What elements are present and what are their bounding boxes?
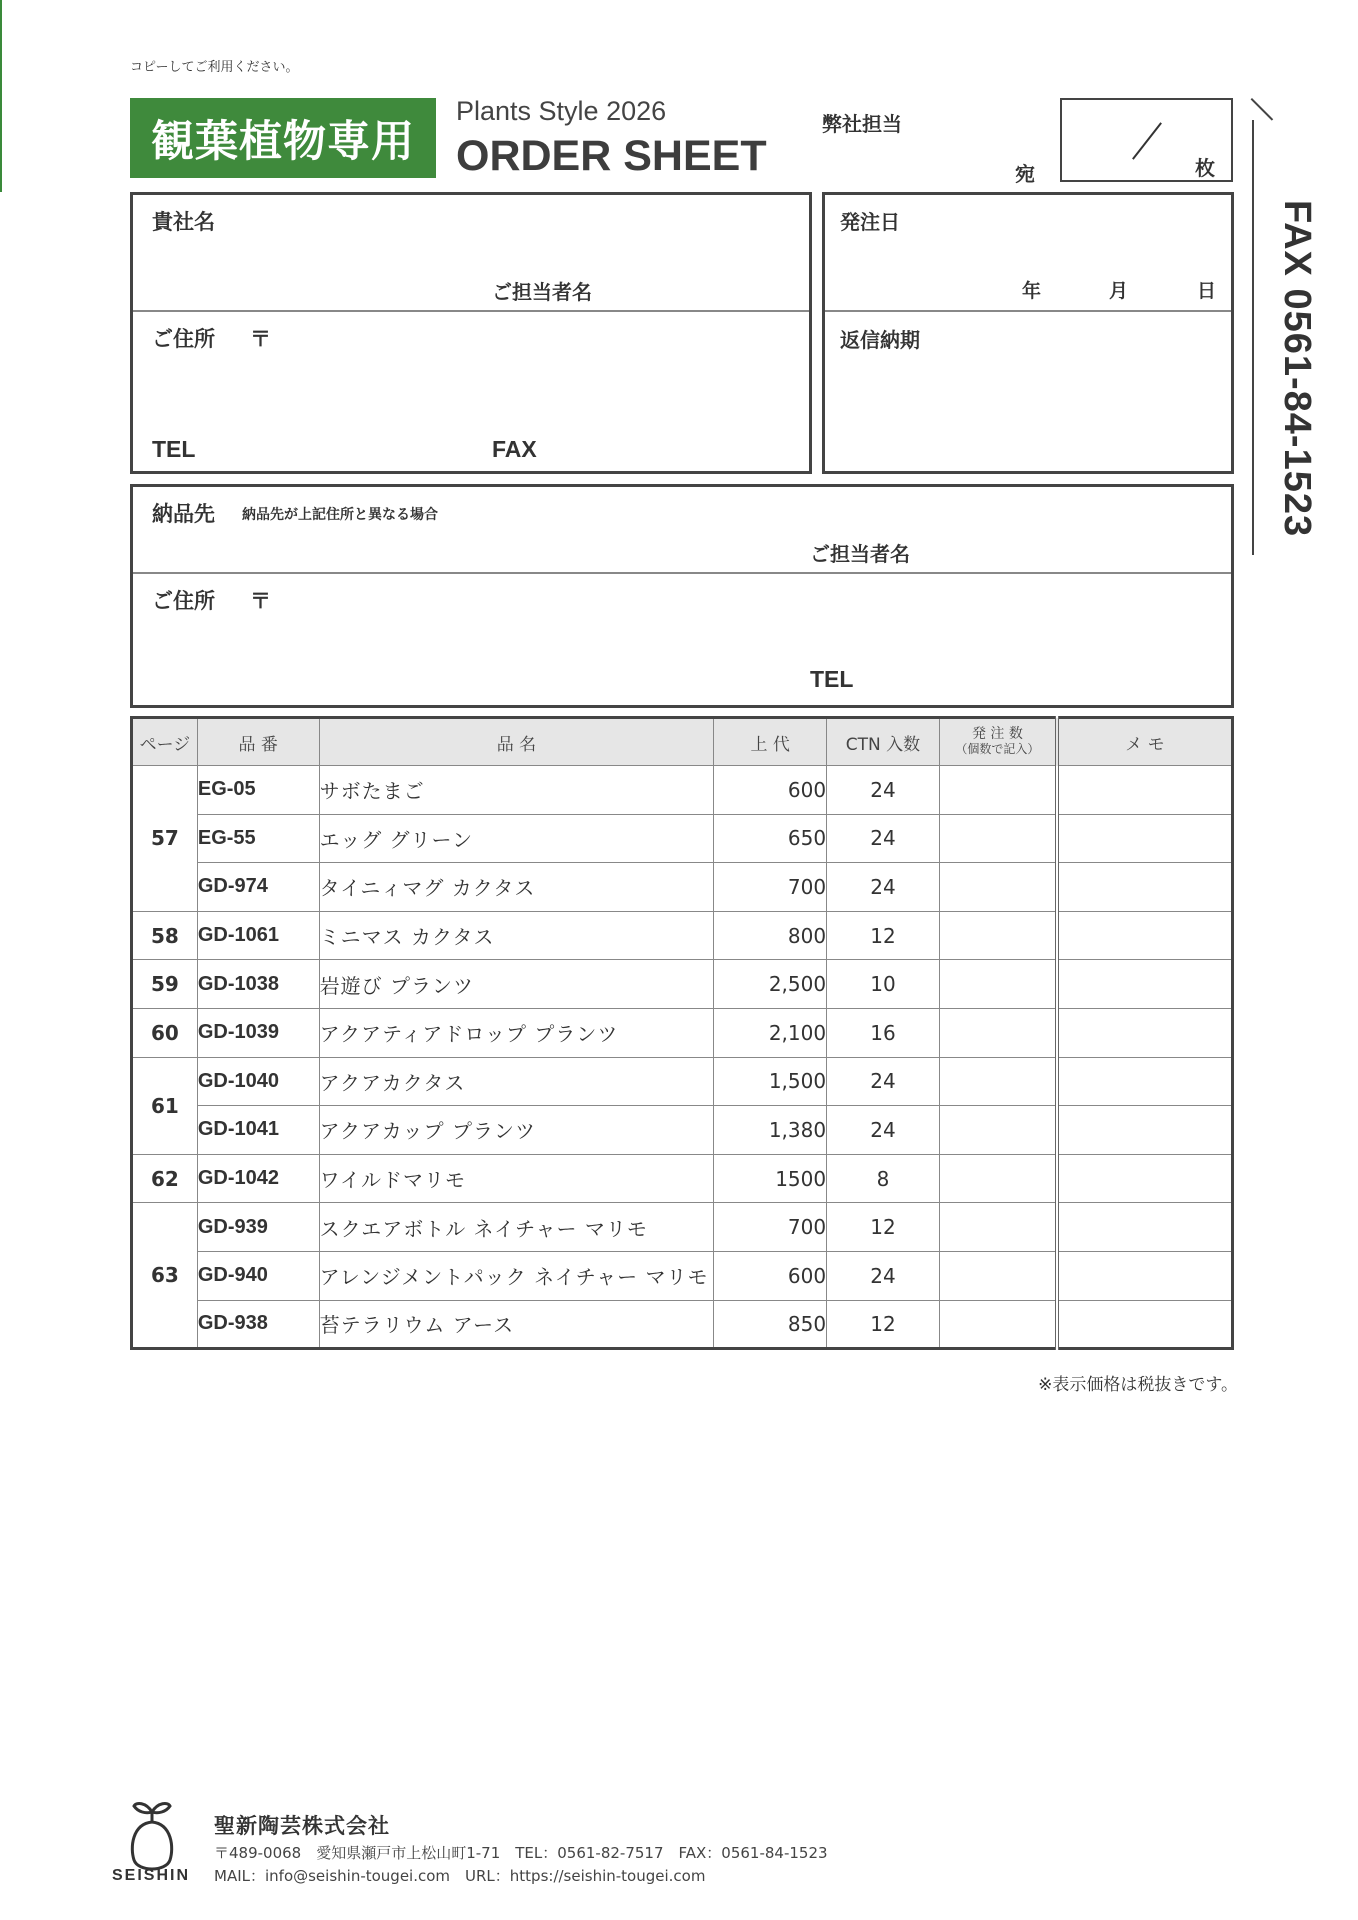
table-row xyxy=(132,863,1233,912)
header-code: 品 番 xyxy=(197,718,319,766)
code-cell: GD-1061 xyxy=(197,911,319,960)
quantity-cell[interactable] xyxy=(939,1154,1057,1203)
price-cell: 2,500 xyxy=(714,960,827,1009)
ctn-cell: 12 xyxy=(827,911,940,960)
reply-deadline-label: 返信納期 xyxy=(840,328,920,352)
delivery-contact-label: ご担当者名 xyxy=(810,542,910,566)
customer-address-label: ご住所 xyxy=(152,327,215,351)
table-row xyxy=(132,911,1233,960)
quantity-cell[interactable] xyxy=(939,960,1057,1009)
ctn-cell: 24 xyxy=(827,863,940,912)
price-cell: 800 xyxy=(714,911,827,960)
fax-rule xyxy=(1252,120,1254,555)
code-cell: GD-1038 xyxy=(197,960,319,1009)
name-cell: アクアカクタス xyxy=(319,1057,714,1106)
table-row xyxy=(132,1057,1233,1106)
price-cell: 700 xyxy=(714,1203,827,1252)
page-cell: 60 xyxy=(132,1008,198,1057)
company-contact: MAIL：info@seishin-tougei.com URL：https://seishin-tougei.com xyxy=(214,1867,706,1885)
ctn-cell: 24 xyxy=(827,1106,940,1155)
memo-cell[interactable] xyxy=(1057,1008,1233,1057)
ctn-cell: 24 xyxy=(827,1057,940,1106)
header-name: 品 名 xyxy=(319,718,714,766)
name-cell: 苔テラリウム アース xyxy=(319,1300,714,1349)
name-cell: タイニィマグ カクタス xyxy=(319,863,714,912)
quantity-cell[interactable] xyxy=(939,814,1057,863)
table-row xyxy=(132,814,1233,863)
ctn-cell: 12 xyxy=(827,1203,940,1252)
category-title: 観葉植物専用 xyxy=(130,98,436,178)
ctn-cell: 24 xyxy=(827,1251,940,1300)
customer-divider xyxy=(133,310,809,312)
header-quantity-note: （個数で記入） xyxy=(955,742,1040,756)
quantity-cell[interactable] xyxy=(939,1300,1057,1349)
table-row xyxy=(132,1203,1233,1252)
page-cell: 61 xyxy=(132,1057,198,1154)
price-cell: 600 xyxy=(714,766,827,815)
price-cell: 700 xyxy=(714,863,827,912)
code-cell: GD-1041 xyxy=(197,1106,319,1155)
code-cell: GD-940 xyxy=(197,1251,319,1300)
fax-number: FAX 0561-84-1523 xyxy=(1276,200,1318,538)
quantity-cell[interactable] xyxy=(939,863,1057,912)
price-cell: 650 xyxy=(714,814,827,863)
price-cell: 1500 xyxy=(714,1154,827,1203)
table-row xyxy=(132,1251,1233,1300)
delivery-address-label: ご住所 xyxy=(152,589,215,613)
code-cell: GD-939 xyxy=(197,1203,319,1252)
quantity-cell[interactable] xyxy=(939,766,1057,815)
memo-cell[interactable] xyxy=(1057,766,1233,815)
price-cell: 2,100 xyxy=(714,1008,827,1057)
ctn-cell: 24 xyxy=(827,766,940,815)
page-cell: 58 xyxy=(132,911,198,960)
memo-cell[interactable] xyxy=(1057,863,1233,912)
name-cell: 岩遊び プランツ xyxy=(319,960,714,1009)
table-row xyxy=(132,1106,1233,1155)
name-cell: サボたまご xyxy=(319,766,714,815)
name-cell: アクアティアドロップ プランツ xyxy=(319,1008,714,1057)
price-cell: 600 xyxy=(714,1251,827,1300)
table-row xyxy=(132,1300,1233,1349)
memo-cell[interactable] xyxy=(1057,1154,1233,1203)
table-row xyxy=(132,1154,1233,1203)
memo-cell[interactable] xyxy=(1057,1300,1233,1349)
staff-label: 弊社担当 xyxy=(822,112,902,136)
header-memo: メ モ xyxy=(1057,718,1233,766)
ctn-cell: 8 xyxy=(827,1154,940,1203)
customer-box xyxy=(130,192,812,474)
order-date-year: 年 xyxy=(1022,280,1042,302)
code-cell: GD-974 xyxy=(197,863,319,912)
customer-postal-mark: 〒 xyxy=(250,327,271,351)
delivery-divider xyxy=(133,572,1231,574)
header-page: ページ xyxy=(132,718,198,766)
quantity-cell[interactable] xyxy=(939,1251,1057,1300)
quantity-cell[interactable] xyxy=(939,1057,1057,1106)
name-cell: エッグ グリーン xyxy=(319,814,714,863)
company-label: 貴社名 xyxy=(152,210,215,234)
code-cell: GD-1039 xyxy=(197,1008,319,1057)
memo-cell[interactable] xyxy=(1057,1203,1233,1252)
memo-cell[interactable] xyxy=(1057,911,1233,960)
code-cell: GD-1040 xyxy=(197,1057,319,1106)
ctn-cell: 10 xyxy=(827,960,940,1009)
delivery-label: 納品先 xyxy=(152,502,215,526)
brand-wordmark: SEISHIN xyxy=(112,1867,191,1884)
code-cell: EG-05 xyxy=(197,766,319,815)
tax-note: ※表示価格は税抜きです。 xyxy=(1038,1375,1238,1395)
left-edge-rule xyxy=(0,0,2,192)
name-cell: スクエアボトル ネイチャー マリモ xyxy=(319,1203,714,1252)
order-date-month: 月 xyxy=(1109,280,1129,302)
page-count-box[interactable] xyxy=(1060,98,1233,182)
page-count-slash xyxy=(1132,122,1162,159)
price-cell: 1,500 xyxy=(714,1057,827,1106)
header-quantity-label: 発 注 数 xyxy=(971,726,1023,742)
name-cell: アレンジメントパック ネイチャー マリモ xyxy=(319,1251,714,1300)
company-address: 〒489-0068 愛知県瀬戸市上松山町1-71 TEL：0561-82-7517 FAX：0561-84-1523 xyxy=(214,1844,828,1862)
memo-cell[interactable] xyxy=(1057,1057,1233,1106)
memo-cell[interactable] xyxy=(1057,960,1233,1009)
table-row xyxy=(132,1008,1233,1057)
name-cell: ワイルドマリモ xyxy=(319,1154,714,1203)
code-cell: GD-938 xyxy=(197,1300,319,1349)
sheet-title: ORDER SHEET xyxy=(456,132,767,180)
price-cell: 1,380 xyxy=(714,1106,827,1155)
customer-contact-label: ご担当者名 xyxy=(492,280,592,304)
quantity-cell[interactable] xyxy=(939,1203,1057,1252)
header-ctn: CTN 入数 xyxy=(827,718,940,766)
page-cell: 63 xyxy=(132,1203,198,1349)
code-cell: GD-1042 xyxy=(197,1154,319,1203)
code-cell: EG-55 xyxy=(197,814,319,863)
page-cell: 59 xyxy=(132,960,198,1009)
header-quantity xyxy=(939,718,1057,766)
memo-cell[interactable] xyxy=(1057,1251,1233,1300)
customer-tel-label: TEL xyxy=(152,436,196,462)
order-info-divider xyxy=(825,310,1231,312)
name-cell: ミニマス カクタス xyxy=(319,911,714,960)
ctn-cell: 24 xyxy=(827,814,940,863)
memo-cell[interactable] xyxy=(1057,814,1233,863)
fax-rule-tick xyxy=(1251,98,1274,121)
customer-fax-label: FAX xyxy=(492,436,537,462)
delivery-note: 納品先が上記住所と異なる場合 xyxy=(242,507,438,523)
ctn-cell: 12 xyxy=(827,1300,940,1349)
header-price: 上 代 xyxy=(714,718,827,766)
quantity-cell[interactable] xyxy=(939,1008,1057,1057)
page-count-unit: 枚 xyxy=(1195,156,1215,180)
page-cell: 57 xyxy=(132,766,198,912)
quantity-cell[interactable] xyxy=(939,911,1057,960)
table-row xyxy=(132,766,1233,815)
delivery-tel-label: TEL xyxy=(810,666,854,692)
price-cell: 850 xyxy=(714,1300,827,1349)
order-items-table xyxy=(130,716,1234,1350)
copy-note: コピーしてご利用ください。 xyxy=(130,60,299,75)
page-cell: 62 xyxy=(132,1154,198,1203)
quantity-cell[interactable] xyxy=(939,1106,1057,1155)
company-name: 聖新陶芸株式会社 xyxy=(214,1814,390,1838)
name-cell: アクアカップ プランツ xyxy=(319,1106,714,1155)
table-header-row xyxy=(132,718,1233,766)
table-row xyxy=(132,960,1233,1009)
ctn-cell: 16 xyxy=(827,1008,940,1057)
order-date-day: 日 xyxy=(1197,280,1217,302)
addressee-suffix: 宛 xyxy=(1015,162,1035,186)
series-name: Plants Style 2026 xyxy=(456,96,667,126)
memo-cell[interactable] xyxy=(1057,1106,1233,1155)
delivery-postal-mark: 〒 xyxy=(250,589,271,613)
order-date-label: 発注日 xyxy=(840,210,900,234)
